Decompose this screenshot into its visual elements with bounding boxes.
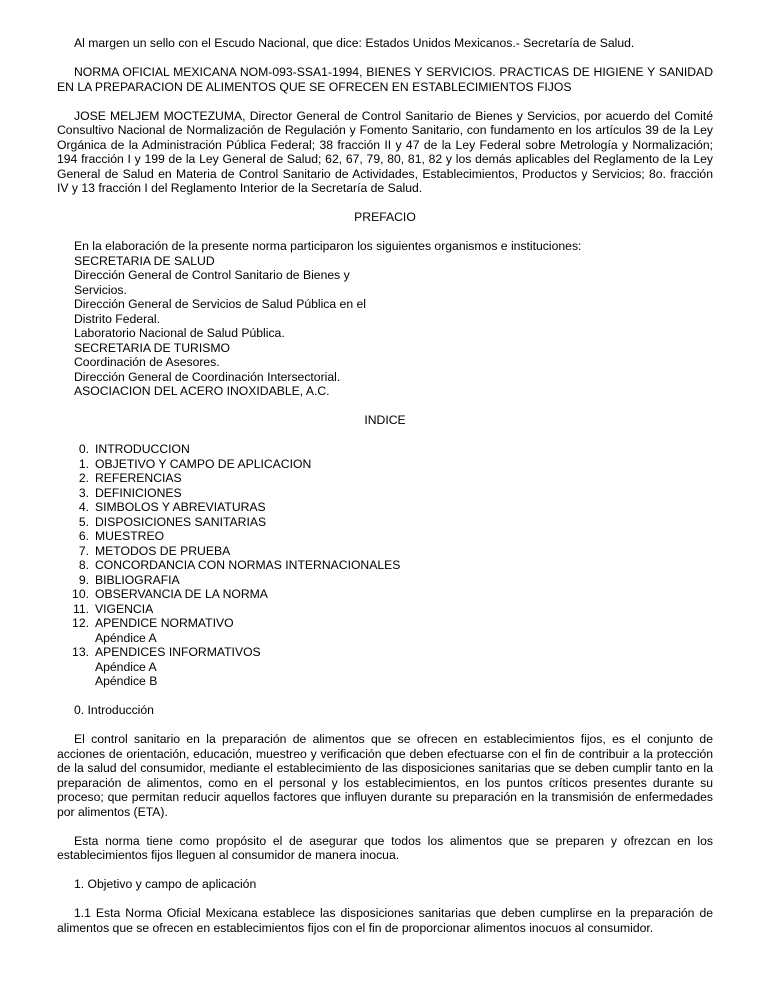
index-number: 10.	[72, 587, 89, 601]
organization-item: Servicios.	[74, 282, 127, 297]
index-item	[57, 645, 713, 660]
index-label: Apéndice B	[95, 674, 158, 688]
index-item	[57, 442, 713, 457]
index-number	[57, 660, 95, 675]
margin-note: Al margen un sello con el Escudo Nacional, que dice: Estados Unidos Mexicanos.- Secretaría de Salud.	[74, 36, 635, 50]
index-item	[57, 674, 713, 689]
organization-item: SECRETARIA DE SALUD	[74, 253, 215, 268]
indice-heading: INDICE	[364, 413, 406, 427]
index-label: BIBLIOGRAFIA	[95, 572, 180, 587]
index-number: 8.	[78, 558, 89, 572]
index-number: 3.	[78, 485, 89, 500]
organization-list	[74, 254, 713, 399]
index-item	[57, 558, 713, 573]
index-label: APENDICE NORMATIVO	[95, 616, 234, 630]
index-number: 1.	[78, 456, 89, 471]
prefacio-heading: PREFACIO	[354, 210, 416, 224]
index-item	[57, 587, 713, 602]
index-label: CONCORDANCIA CON NORMAS INTERNACIONALES	[95, 558, 401, 572]
section-1-heading: 1. Objetivo y campo de aplicación	[74, 877, 257, 891]
index-number: 11.	[72, 601, 89, 616]
norm-title: NORMA OFICIAL MEXICANA NOM-093-SSA1-1994, BIENES Y SERVICIOS. PRACTICAS DE HIGIENE Y SANIDAD EN LA PREPARACION DE ALIMENTOS QUE SE OFRECEN EN ESTABLECIMIENTOS FIJOS	[57, 65, 713, 94]
organization-item: ASOCIACION DEL ACERO INOXIDABLE, A.C.	[74, 384, 330, 398]
index-item	[57, 457, 713, 472]
index-number: 4.	[78, 500, 89, 514]
index-item	[57, 616, 713, 631]
index-label: REFERENCIAS	[95, 471, 182, 485]
section-1-1-paragraph: 1.1 Esta Norma Oficial Mexicana establece las disposiciones sanitarias que deben cumplirse en la preparación de alimentos que se ofrecen en establecimientos fijos con el fin de proporcionar alimentos inocuos al consumidor.	[57, 906, 713, 935]
index-label: OBSERVANCIA DE LA NORMA	[95, 587, 268, 601]
index-number: 12.	[72, 616, 89, 630]
organization-item: SECRETARIA DE TURISMO	[74, 340, 230, 355]
index-item	[57, 515, 713, 530]
organization-item: Distrito Federal.	[74, 311, 161, 326]
index-number	[57, 631, 95, 646]
index-label: DEFINICIONES	[95, 485, 182, 500]
index-item	[57, 471, 713, 486]
organization-item: Coordinación de Asesores.	[74, 355, 220, 369]
index-item	[57, 660, 713, 675]
index-number: 2.	[78, 471, 89, 485]
index-label: METODOS DE PRUEBA	[95, 543, 231, 558]
organization-item: Dirección General de Coordinación Intersectorial.	[74, 369, 341, 384]
index-label: OBJETIVO Y CAMPO DE APLICACION	[95, 456, 312, 471]
index-number	[57, 674, 95, 689]
index-label: VIGENCIA	[95, 601, 154, 616]
index-item	[57, 602, 713, 617]
section-0-paragraph-1: El control sanitario en la preparación de alimentos que se ofrecen en establecimientos fijos, es el conjunto de acciones de orientación, educación, muestreo y verificación que deben efectuarse con el fin de contribuir a la protección de la salud del consumidor, mediante el establecimiento de las disposiciones sanitarias que se deben cumplir tanto en la preparación de alimentos, como en el personal y los establecimientos, en los puntos críticos presentes durante su proceso; que permitan reducir aquellos factores que influyen durante su preparación en la transmisión de enfermedades por alimentos (ETA).	[57, 732, 713, 819]
organization-item: Laboratorio Nacional de Salud Pública.	[74, 326, 285, 340]
index-number: 13.	[72, 645, 89, 659]
organization-item: Dirección General de Control Sanitario de Bienes y	[74, 268, 350, 282]
prefacio-intro: En la elaboración de la presente norma participaron los siguientes organismos e instituciones:	[74, 239, 582, 253]
index-label: SIMBOLOS Y ABREVIATURAS	[95, 500, 266, 514]
index-label: APENDICES INFORMATIVOS	[95, 645, 261, 659]
intro-paragraph: JOSE MELJEM MOCTEZUMA, Director General de Control Sanitario de Bienes y Servicios, por acuerdo del Comité Consultivo Nacional de Normalización de Regulación y Fomento Sanitario, con fundamento en los artículos 39 de la Ley Orgánica de la Administración Pública Federal; 38 fracción II y 47 de la Ley Federal sobre Metrología y Normalización; 194 fracción I y 199 de la Ley General de Salud; 62, 67, 79, 80, 81, 82 y los demás aplicables del Reglamento de la Ley General de Salud en Materia de Control Sanitario de Actividades, Establecimientos, Productos y Servicios; 8o. fracción IV y 13 fracción I del Reglamento Interior de la Secretaría de Salud.	[57, 108, 713, 195]
index-item	[57, 529, 713, 544]
index-item	[57, 486, 713, 501]
index-item	[57, 631, 713, 646]
section-0-heading: 0. Introducción	[74, 703, 154, 717]
index-label: Apéndice A	[95, 630, 157, 645]
index-item	[57, 544, 713, 559]
index-number: 7.	[78, 543, 89, 558]
index-number: 9.	[78, 572, 89, 587]
index-number: 5.	[78, 514, 89, 529]
organization-item: Dirección General de Servicios de Salud Pública en el	[74, 297, 366, 311]
index-label: INTRODUCCION	[95, 442, 190, 456]
index-label: Apéndice A	[95, 659, 157, 674]
index-label: DISPOSICIONES SANITARIAS	[95, 514, 267, 529]
section-0-paragraph-2: Esta norma tiene como propósito el de asegurar que todos los alimentos que se preparen y ofrezcan en los establecimientos fijos lleguen al consumidor de manera inocua.	[57, 833, 713, 862]
index-number: 0.	[78, 442, 89, 456]
index-item	[57, 573, 713, 588]
index-label: MUESTREO	[95, 529, 165, 543]
index-item	[57, 500, 713, 515]
table-of-contents	[57, 442, 713, 689]
document-page	[57, 36, 713, 935]
index-number: 6.	[78, 529, 89, 543]
